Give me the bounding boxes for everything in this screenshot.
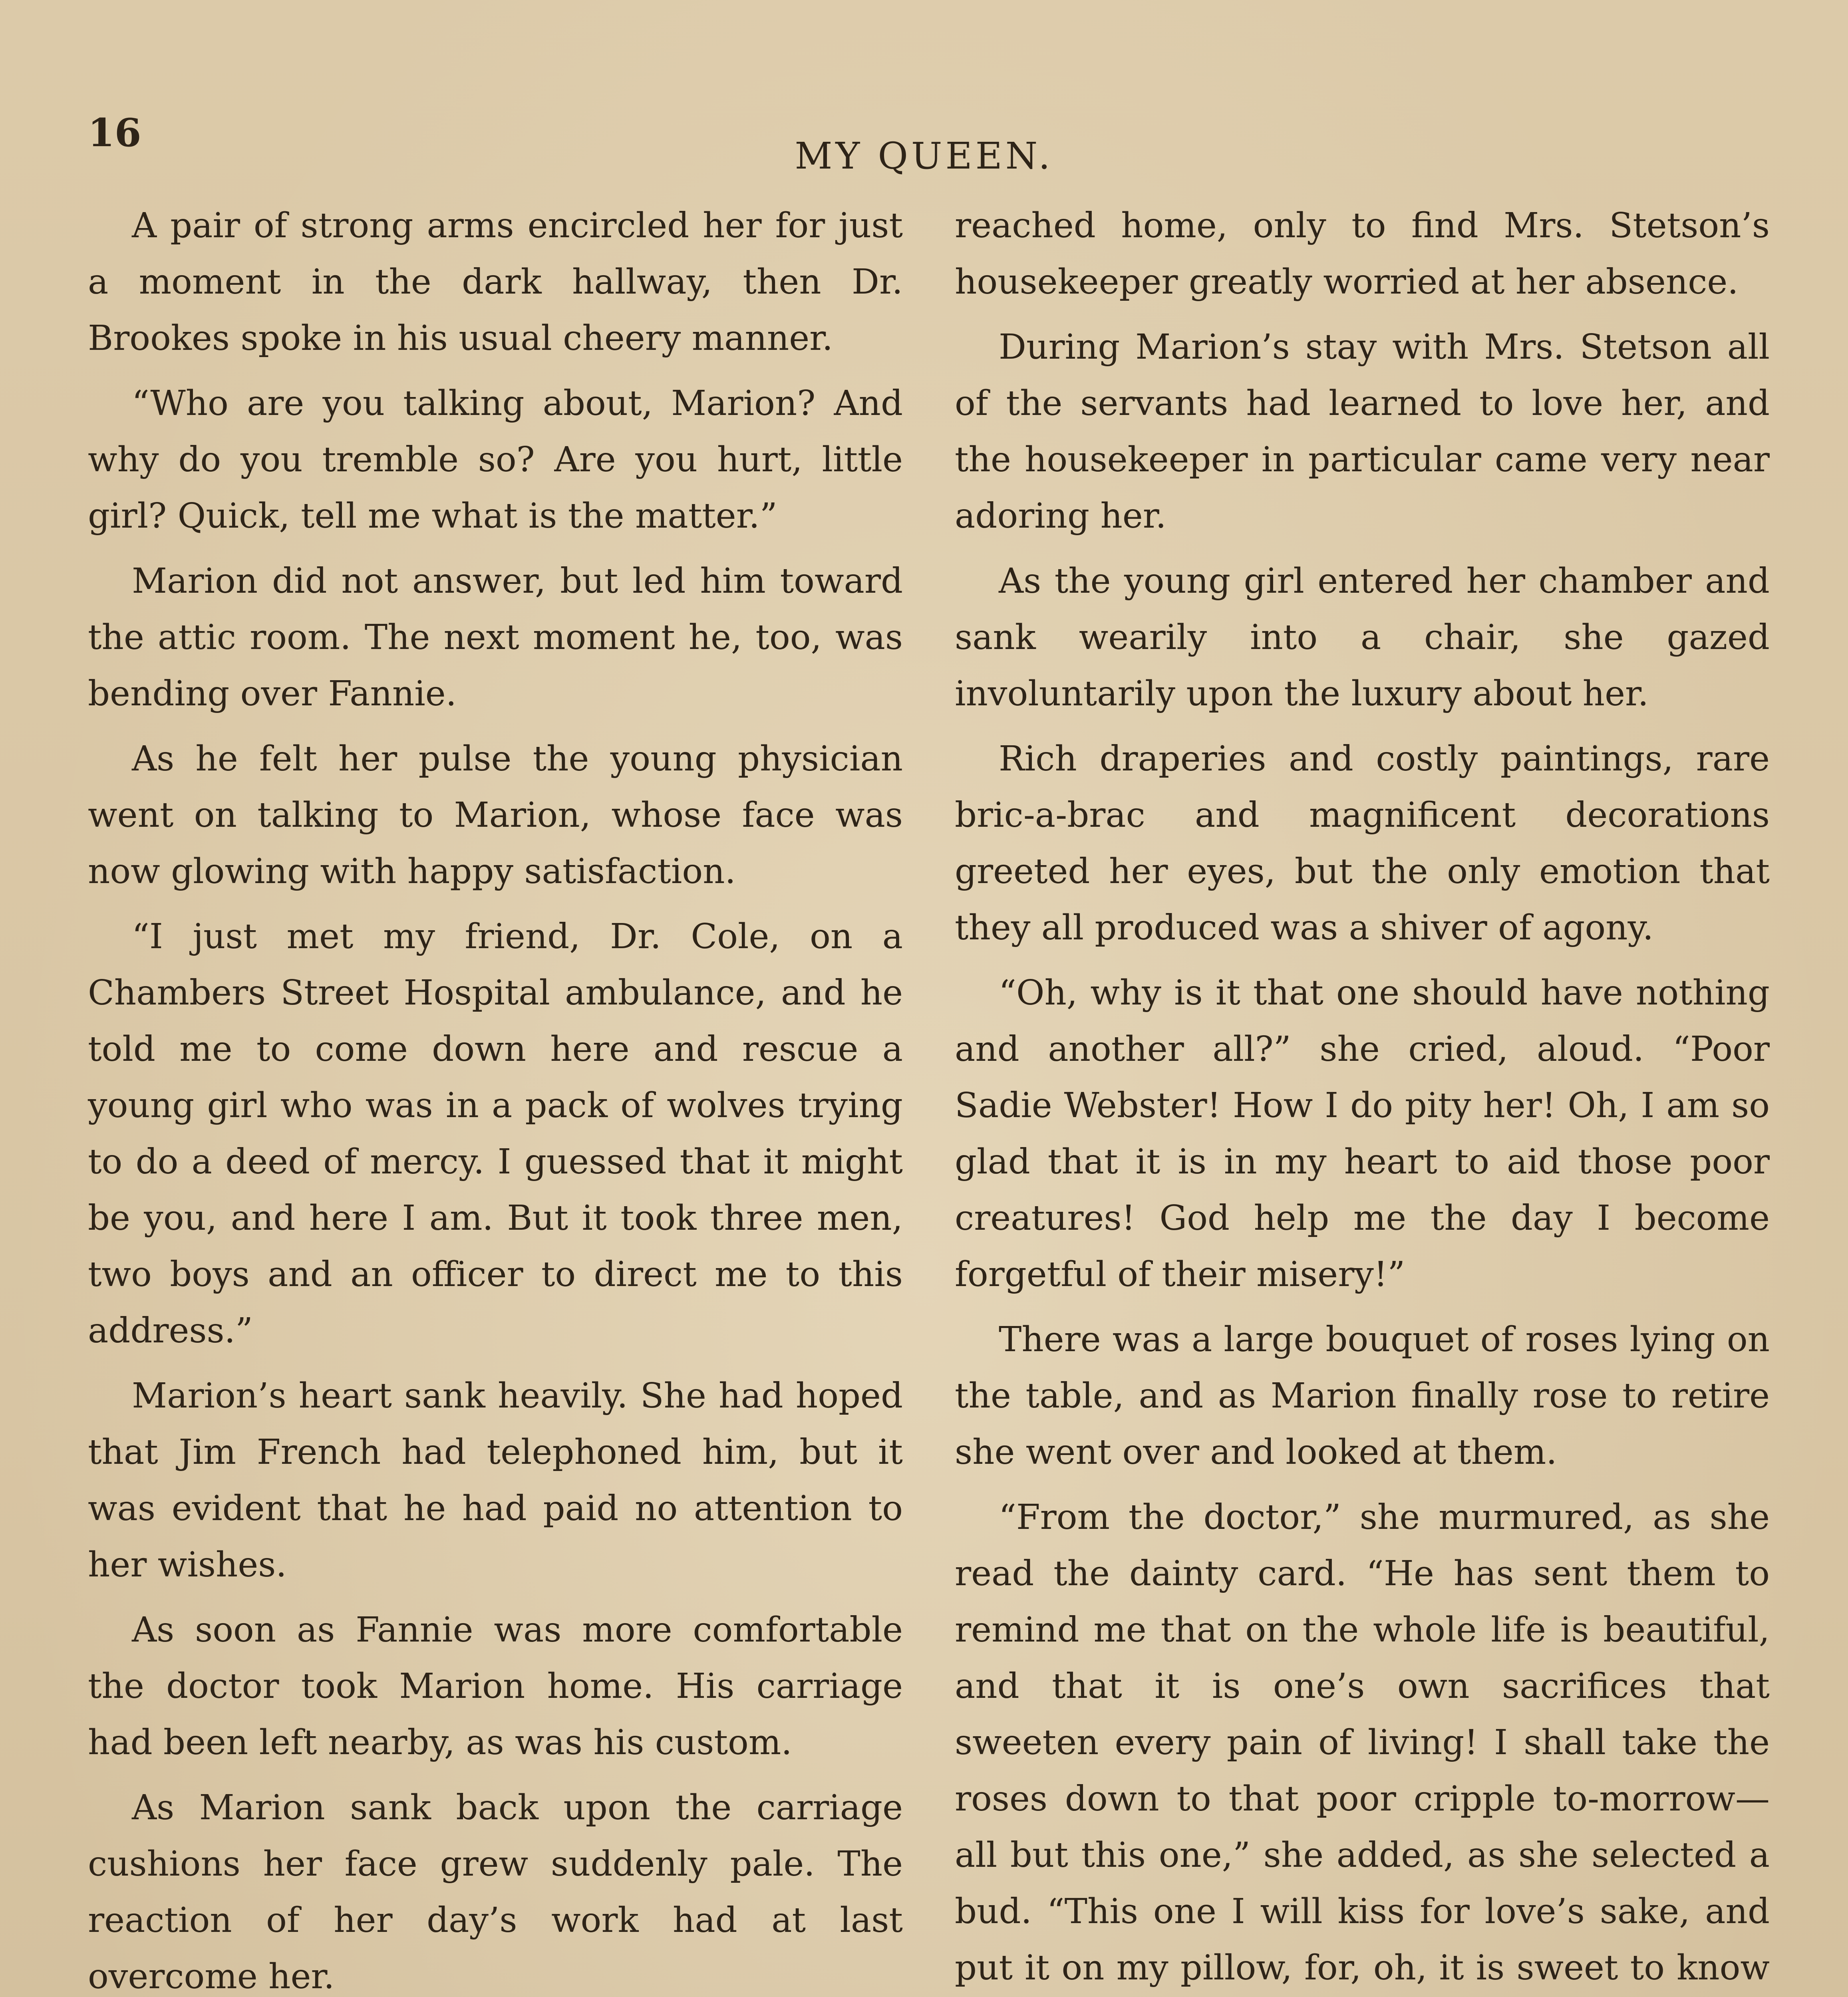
left-column (88, 198, 903, 1997)
paragraph: “Oh, why is it that one should have nothing and another all?” she cried, aloud. “Poor Sadie Webster! How I do pity her! Oh, I am so glad that it is in my heart to aid those poor creatures! God help me the day I become forgetful of their misery!” (955, 973, 1770, 1294)
paragraph: “I just met my friend, Dr. Cole, on a Chambers Street Hospital ambulance, and he told me to come down here and rescue a young girl who was in a pack of wolves trying to do a deed of mercy. I guessed that it might be you, and here I am. But it took three men, two boys and an officer to direct me to this address.” (88, 917, 903, 1351)
paragraph: There was a large bouquet of roses lying on the table, and as Marion finally rose to retire she went over and looked at them. (955, 1320, 1770, 1472)
paragraph: Marion’s heart sank heavily. She had hoped that Jim French had telephoned him, but it was evident that he had paid no attention to her wishes. (88, 1376, 903, 1585)
paragraph: “Who are you talking about, Marion? And why do you tremble so? Are you hurt, little girl? Quick, tell me what is the matter.” (88, 383, 903, 536)
paragraph: Marion did not answer, but led him toward the attic room. The next moment he, too, was bending over Fannie. (88, 561, 903, 714)
running-head: MY QUEEN. (795, 135, 1053, 177)
paragraph: A pair of strong arms encircled her for just a moment in the dark hallway, then Dr. Brookes spoke in his usual cheery manner. (88, 206, 903, 358)
paragraph: As Marion sank back upon the carriage cushions her face grew suddenly pale. The reaction of her day’s work had at last overcome her. (88, 1788, 903, 1997)
paragraph: “From the doctor,” she murmured, as she read the dainty card. “He has sent them to remind me that on the whole life is beautiful, and that it is one’s own sacrifices that sweeten every pain of living! I shall take the roses down to that poor cripple to-morrow—all but this one,” she added, as she selected a bud. “This one I will kiss for love’s sake, and put it on my pillow, for, oh, it is sweet to know (955, 1497, 1770, 1988)
paragraph: Rich draperies and costly paintings, rare bric-a-brac and magnificent decorations greeted her eyes, but the only emotion that they all produced was a shiver of agony. (955, 739, 1770, 948)
paragraph: As soon as Fannie was more comfortable the doctor took Marion home. His carriage had been left nearby, as was his custom. (88, 1610, 903, 1763)
paragraph: As he felt her pulse the young physician went on talking to Marion, whose face was now glowing with happy satisfaction. (88, 739, 903, 891)
right-column (955, 198, 1770, 1997)
page-number: 16 (88, 110, 141, 155)
paragraph: As the young girl entered her chamber and sank wearily into a chair, she gazed involuntarily upon the luxury about her. (955, 561, 1770, 714)
continued-paragraph: reached home, only to find Mrs. Stetson’s housekeeper greatly worried at her absence. (955, 206, 1770, 302)
paragraph: During Marion’s stay with Mrs. Stetson all of the servants had learned to love her, and the housekeeper in particular came very near adoring her. (955, 327, 1770, 536)
